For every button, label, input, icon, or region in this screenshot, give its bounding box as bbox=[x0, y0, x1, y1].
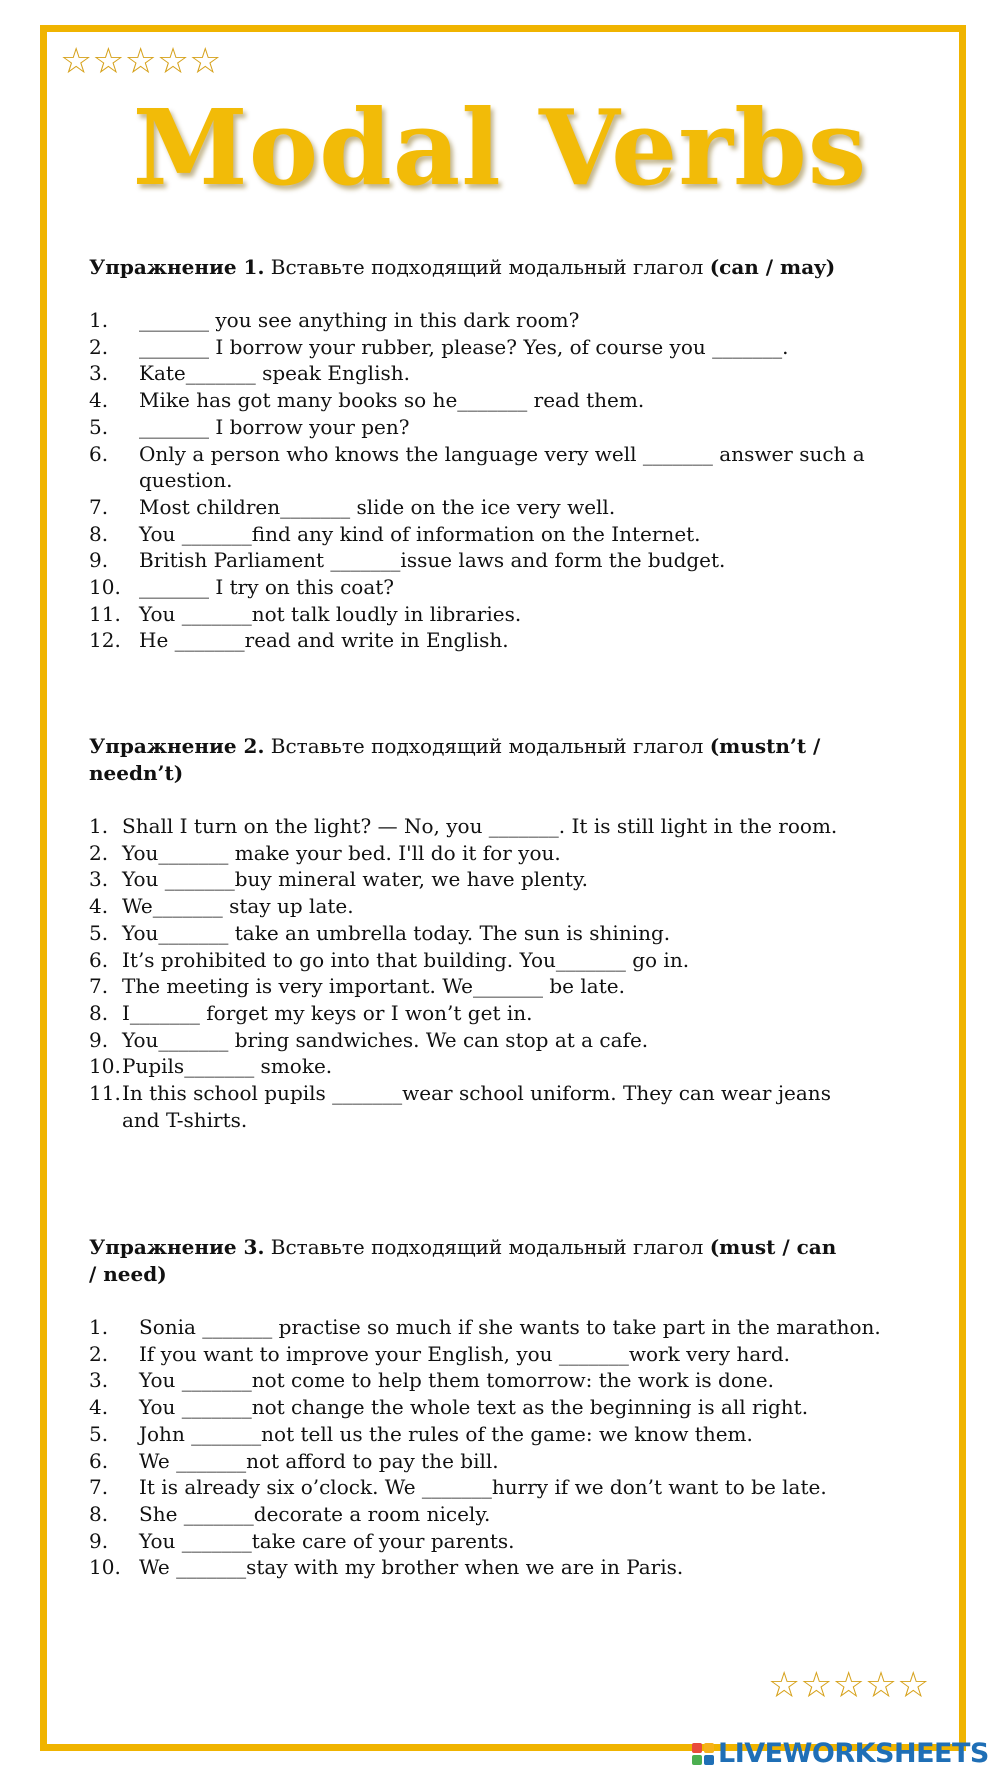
exercise-item bbox=[89, 1027, 949, 1054]
item-number: 7. bbox=[89, 494, 109, 519]
item-text: _______ I try on this coat? bbox=[139, 575, 395, 600]
exercise-options: (must / can / need) bbox=[89, 1235, 837, 1286]
item-number: 4. bbox=[89, 388, 109, 413]
exercise-items bbox=[89, 307, 949, 654]
item-number: 10. bbox=[89, 575, 121, 600]
exercise-instruction: Вставьте подходящий модальный глагол bbox=[264, 1235, 710, 1259]
item-text: It is already six o’clock. We _______hurry if we don’t want to be late. bbox=[139, 1475, 827, 1500]
exercise-items bbox=[89, 1314, 949, 1581]
exercise-instruction: Вставьте подходящий модальный глагол bbox=[264, 255, 710, 279]
exercise-item bbox=[89, 866, 949, 893]
item-text: Sonia _______ practise so much if she wants to take part in the marathon. bbox=[139, 1315, 881, 1339]
page-title: Modal Verbs bbox=[132, 86, 868, 209]
item-number: 2. bbox=[89, 1341, 109, 1366]
logo-square bbox=[704, 1743, 714, 1753]
item-number: 5. bbox=[89, 1421, 109, 1446]
item-text: Mike has got many books so he_______ read them. bbox=[139, 388, 645, 413]
exercise-item bbox=[89, 1053, 949, 1080]
item-text: Pupils_______ smoke. bbox=[122, 1054, 333, 1079]
item-text: You_______ make your bed. I'll do it for you. bbox=[122, 840, 561, 865]
exercise-items bbox=[89, 813, 949, 1133]
item-text: She _______decorate a room nicely. bbox=[139, 1501, 491, 1526]
item-number: 3. bbox=[89, 1368, 109, 1393]
exercise-item bbox=[89, 1474, 949, 1501]
item-text: Most children_______ slide on the ice very well. bbox=[139, 494, 616, 519]
item-number: 1. bbox=[89, 308, 109, 332]
exercise-item bbox=[89, 1341, 949, 1368]
item-text: We _______not afford to pay the bill. bbox=[139, 1448, 499, 1473]
item-text: He _______read and write in English. bbox=[139, 628, 509, 653]
item-number: 9. bbox=[89, 1027, 109, 1052]
logo-square bbox=[692, 1755, 702, 1765]
item-number: 6. bbox=[89, 1448, 109, 1473]
exercise-options: (mustn’t / needn’t) bbox=[89, 734, 821, 785]
exercise-item bbox=[89, 547, 949, 574]
exercise-instruction: Вставьте подходящий модальный глагол bbox=[264, 734, 710, 758]
exercise-label: Упражнение 3. bbox=[89, 1235, 265, 1259]
item-number: 11. bbox=[89, 601, 121, 626]
exercise-heading bbox=[89, 1234, 849, 1288]
exercise-3 bbox=[89, 1234, 949, 1581]
item-number: 7. bbox=[89, 1475, 109, 1500]
exercise-item bbox=[89, 1394, 949, 1421]
exercise-item bbox=[89, 521, 949, 548]
exercise-item bbox=[89, 494, 949, 521]
item-text: _______ I borrow your rubber, please? Yes, of course you _______. bbox=[139, 334, 789, 359]
logo-text: LIVEWORKSHEETS bbox=[718, 1738, 989, 1769]
exercise-item bbox=[89, 1528, 949, 1555]
exercise-item bbox=[89, 307, 949, 334]
item-number: 1. bbox=[89, 814, 109, 838]
item-text: You_______ bring sandwiches. We can stop at a cafe. bbox=[122, 1027, 649, 1052]
exercise-item bbox=[89, 1000, 949, 1027]
item-text: Kate_______ speak English. bbox=[139, 361, 410, 386]
item-text: British Parliament _______issue laws and form the budget. bbox=[139, 548, 726, 573]
exercise-item bbox=[89, 1448, 949, 1475]
exercise-item bbox=[89, 920, 949, 947]
item-number: 11. bbox=[89, 1081, 121, 1106]
item-text: John _______not tell us the rules of the game: we know them. bbox=[139, 1421, 753, 1446]
item-text: I_______ forget my keys or I won’t get in. bbox=[122, 1000, 533, 1025]
item-number: 4. bbox=[89, 1395, 109, 1420]
item-number: 12. bbox=[89, 628, 121, 653]
exercise-item bbox=[89, 360, 949, 387]
item-text: We _______stay with my brother when we are in Paris. bbox=[139, 1555, 684, 1580]
item-number: 8. bbox=[89, 1000, 109, 1025]
item-text: You _______not come to help them tomorrow: the work is done. bbox=[139, 1368, 774, 1393]
exercise-item bbox=[89, 1421, 949, 1448]
logo-square bbox=[704, 1755, 714, 1765]
item-text: You _______not change the whole text as the beginning is all right. bbox=[139, 1395, 809, 1420]
exercise-item bbox=[89, 1080, 949, 1133]
item-number: 3. bbox=[89, 867, 109, 892]
logo-mark-icon bbox=[692, 1743, 714, 1765]
stars-decoration-bottom: ☆☆☆☆☆ bbox=[768, 1665, 930, 1706]
item-number: 2. bbox=[89, 334, 109, 359]
exercise-item bbox=[89, 334, 949, 361]
item-number: 8. bbox=[89, 521, 109, 546]
item-text: The meeting is very important. We_______ be late. bbox=[122, 974, 625, 999]
item-text: In this school pupils _______wear school uniform. They can wear jeans and T-shirts. bbox=[122, 1081, 831, 1132]
exercise-heading bbox=[89, 254, 949, 281]
item-number: 10. bbox=[89, 1054, 121, 1079]
item-number: 5. bbox=[89, 920, 109, 945]
exercise-heading bbox=[89, 733, 849, 787]
exercise-item bbox=[89, 1554, 949, 1581]
logo-square bbox=[692, 1743, 702, 1753]
item-text: You _______take care of your parents. bbox=[139, 1528, 515, 1553]
stars-decoration-top: ☆☆☆☆☆ bbox=[60, 41, 222, 82]
item-number: 10. bbox=[89, 1555, 121, 1580]
exercise-2 bbox=[89, 733, 949, 1133]
item-text: Only a person who knows the language very well _______ answer such a question. bbox=[139, 441, 865, 493]
exercise-item bbox=[89, 387, 949, 414]
exercise-item bbox=[89, 601, 949, 628]
item-number: 5. bbox=[89, 414, 109, 439]
exercise-item bbox=[89, 627, 949, 654]
item-number: 7. bbox=[89, 974, 109, 999]
exercise-item bbox=[89, 947, 949, 974]
exercise-label: Упражнение 2. bbox=[89, 734, 265, 758]
item-text: You _______find any kind of information on the Internet. bbox=[139, 521, 701, 546]
exercise-item bbox=[89, 973, 949, 1000]
exercise-item bbox=[89, 1367, 949, 1394]
exercise-item bbox=[89, 574, 949, 601]
item-number: 4. bbox=[89, 894, 109, 919]
exercise-1 bbox=[89, 254, 949, 654]
exercise-item bbox=[89, 813, 949, 840]
item-text: We_______ stay up late. bbox=[122, 894, 354, 919]
item-number: 9. bbox=[89, 1528, 109, 1553]
item-text: _______ you see anything in this dark room? bbox=[139, 308, 580, 332]
item-text: _______ I borrow your pen? bbox=[139, 414, 410, 439]
item-text: Shall I turn on the light? — No, you _______. It is still light in the room. bbox=[122, 814, 838, 838]
item-text: It’s prohibited to go into that building. You_______ go in. bbox=[122, 947, 690, 972]
item-number: 3. bbox=[89, 361, 109, 386]
item-number: 9. bbox=[89, 548, 109, 573]
liveworksheets-logo[interactable] bbox=[692, 1738, 989, 1769]
exercise-item bbox=[89, 893, 949, 920]
exercise-options: (can / may) bbox=[709, 255, 836, 279]
item-text: You_______ take an umbrella today. The sun is shining. bbox=[122, 920, 671, 945]
item-text: If you want to improve your English, you _______work very hard. bbox=[139, 1341, 790, 1366]
item-number: 2. bbox=[89, 840, 109, 865]
item-number: 6. bbox=[89, 947, 109, 972]
item-number: 8. bbox=[89, 1501, 109, 1526]
item-text: You _______buy mineral water, we have plenty. bbox=[122, 867, 588, 892]
item-number: 6. bbox=[89, 441, 109, 466]
exercise-item bbox=[89, 1314, 949, 1341]
exercise-item bbox=[89, 414, 949, 441]
exercise-item bbox=[89, 840, 949, 867]
exercise-item bbox=[89, 1501, 949, 1528]
exercise-label: Упражнение 1. bbox=[89, 255, 265, 279]
item-text: You _______not talk loudly in libraries. bbox=[139, 601, 522, 626]
item-number: 1. bbox=[89, 1315, 109, 1339]
exercise-item bbox=[89, 441, 949, 494]
